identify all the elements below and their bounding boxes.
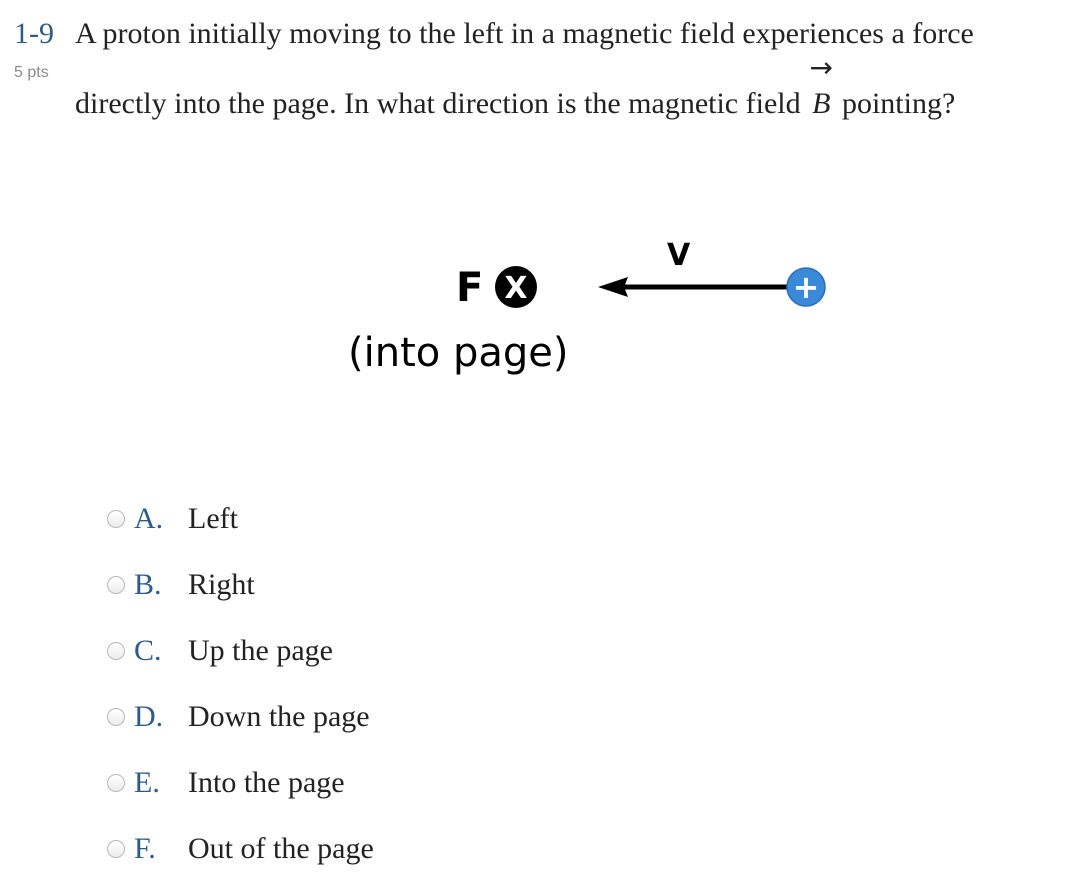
points-label: 5 pts (14, 64, 49, 81)
force-label: F (456, 265, 484, 311)
option-a[interactable] (107, 486, 374, 552)
option-b[interactable] (107, 552, 374, 618)
question-number: 1-9 (14, 17, 54, 50)
radio-a[interactable] (107, 510, 125, 528)
radio-f[interactable] (107, 840, 125, 858)
option-letter: C. (134, 634, 162, 667)
radio-b[interactable] (107, 576, 125, 594)
radio-e[interactable] (107, 774, 125, 792)
option-text: Into the page (188, 766, 345, 799)
into-page-symbol: X (504, 271, 528, 306)
answer-options (107, 486, 374, 882)
velocity-arrow-icon (598, 277, 795, 297)
force-caption: (into page) (348, 330, 569, 376)
option-letter: A. (134, 502, 164, 535)
option-e[interactable] (107, 750, 374, 816)
question-text-after-vector: pointing? (841, 87, 956, 120)
option-letter: B. (134, 568, 162, 601)
proton-symbol: + (792, 268, 820, 306)
option-text: Down the page (188, 700, 370, 733)
option-text: Right (188, 568, 255, 601)
option-letter: E. (134, 766, 160, 799)
velocity-label: V (667, 238, 691, 273)
option-text: Left (188, 502, 238, 535)
option-text: Out of the page (188, 832, 374, 865)
proton-icon (787, 268, 825, 306)
physics-diagram (330, 225, 850, 395)
question-text-line-1: A proton initially moving to the left in a magnetic field experiences a force (75, 17, 974, 50)
vector-arrow: → (809, 51, 833, 84)
question-text-before-vector: directly into the page. In what direction is the magnetic field (75, 87, 801, 120)
option-letter: D. (134, 700, 164, 733)
option-d[interactable] (107, 684, 374, 750)
into-page-icon (495, 266, 537, 308)
vector-symbol: B (812, 87, 831, 120)
vector-b (809, 51, 833, 124)
radio-c[interactable] (107, 642, 125, 660)
option-text: Up the page (188, 634, 333, 667)
option-c[interactable] (107, 618, 374, 684)
option-f[interactable] (107, 816, 374, 882)
option-letter: F. (134, 832, 156, 865)
radio-d[interactable] (107, 708, 125, 726)
question-text-line-2 (75, 51, 956, 124)
